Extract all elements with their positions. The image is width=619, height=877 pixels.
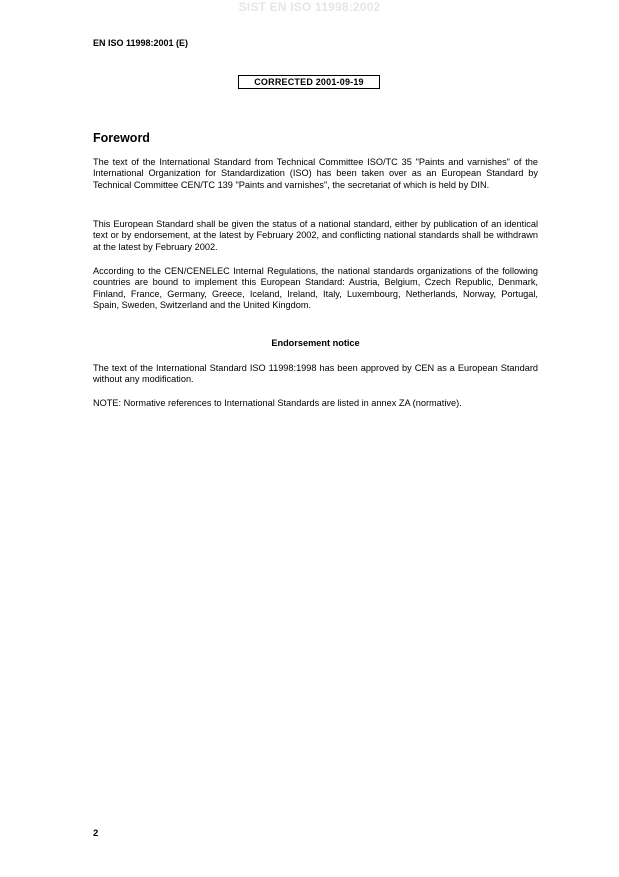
document-identifier: EN ISO 11998:2001 (E): [93, 38, 189, 48]
watermark: SIST EN ISO 11998:2002: [238, 0, 381, 14]
foreword-heading: Foreword: [93, 131, 150, 145]
page-number: 2: [93, 828, 99, 839]
endorsement-heading: Endorsement notice: [271, 338, 360, 348]
foreword-paragraph: The text of the International Standard from Technical Committee ISO/TC 35 "Paints and varnishes" of the International Organization for Standardization (ISO) has been taken over as an European Standard by Technical Committee CEN/TC 139 "Paints and varnishes", the secretariat of which is held by DIN.: [93, 157, 538, 190]
endorsement-note: NOTE: Normative references to International Standards are listed in annex ZA (normative).: [93, 398, 462, 408]
endorsement-paragraph: The text of the International Standard ISO 11998:1998 has been approved by CEN as a European Standard without any modification.: [93, 363, 538, 385]
foreword-paragraph: According to the CEN/CENELEC Internal Regulations, the national standards organizations of the following countries are bound to implement this European Standard: Austria, Belgium, Czech Republic, Denmark, Finland, France, Germany, Greece, Iceland, Ireland, Italy, Luxembourg, Netherlands, Norway, Portugal, Spain, Sweden, Switzerland and the United Kingdom.: [93, 266, 538, 311]
corrected-stamp: CORRECTED 2001-09-19: [238, 75, 380, 89]
foreword-paragraph: This European Standard shall be given the status of a national standard, either by publication of an identical text or by endorsement, at the latest by February 2002, and conflicting national standards shall be withdrawn at the latest by February 2002.: [93, 219, 538, 252]
